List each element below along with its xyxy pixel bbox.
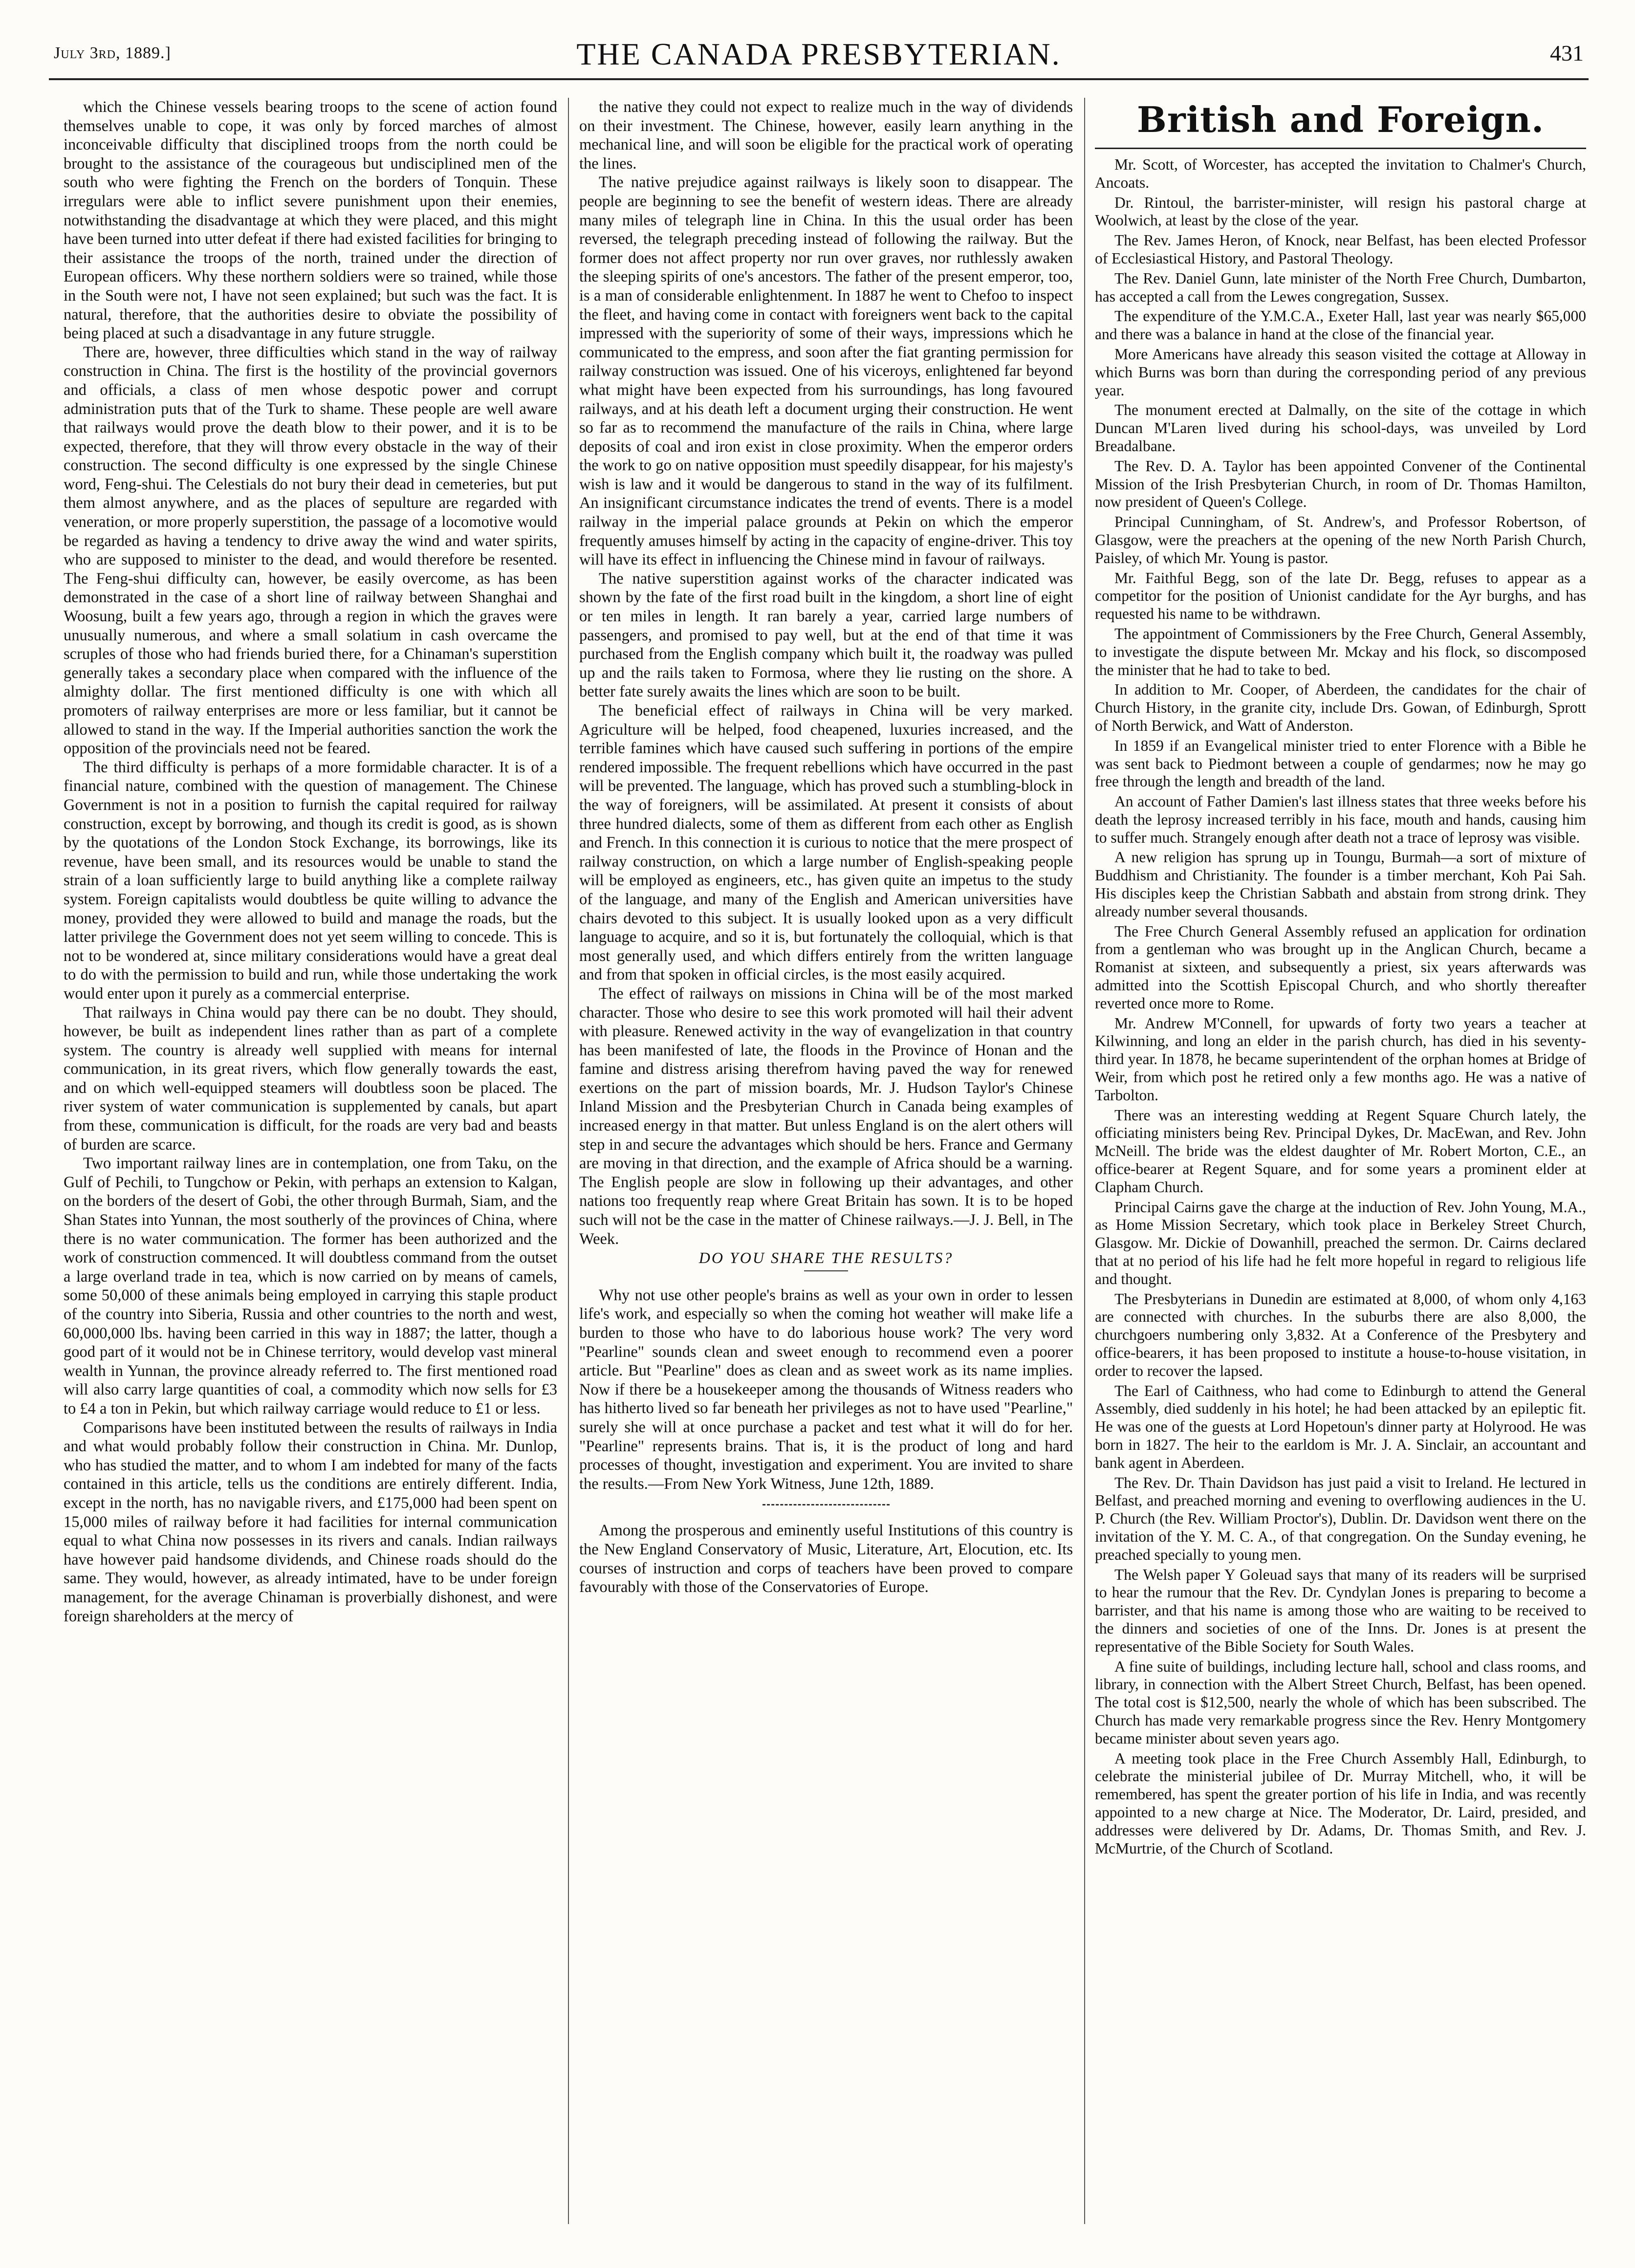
article-paragraph: the native they could not expect to realize much in the way of dividends on their investment. The Chinese, however, easily learn anything in the mechanical line, and will soon be eligible for the practical work of operating the lines. [579, 98, 1073, 173]
article-paragraph: Comparisons have been instituted between the results of railways in India and what would probably follow their construction in China. Mr. Dunlop, who has studied the matter, and to whom I am indebted for many of the facts contained in this article, tells us the conditions are entirely different. India, except in the north, has no navigable rivers, and £175,000 had been spent on 15,000 miles of railway before it had facilities for internal communication equal to what China now possesses in its rivers and canals. Indian railways have however paid handsome dividends, and Chinese roads should do the same. They would, however, as already intimated, have to be under foreign management, for the average Chinaman is proverbially dishonest, and were foreign shareholders at the mercy of [64, 1418, 557, 1625]
news-items [1095, 156, 1586, 1857]
section-heading-rule [1095, 148, 1586, 149]
news-item: The Rev. Dr. Thain Davidson has just paid a visit to Ireland. He lectured in Belfast, and preached morning and evening to overflowing audiences in the U. P. Church (the Rev. William Proctor's), Dublin. Dr. Davidson went there on the invitation of the Y. M. C. A., of that congregation. On the Sunday evening, he preached specially to young men. [1095, 1474, 1586, 1563]
news-item: Principal Cunningham, of St. Andrew's, and Professor Robertson, of Glasgow, were the preachers at the opening of the new North Parish Church, Paisley, of which Mr. Young is pastor. [1095, 513, 1586, 567]
news-item: The Presbyterians in Dunedin are estimated at 8,000, of whom only 4,163 are connected with churches. In the suburbs there are also 8,000, the churchgoers numbering only 3,832. At a Conference of the Presbytery and office-bearers, it has been proposed to institute a house-to-house visitation, in order to recover the lapsed. [1095, 1290, 1586, 1379]
page-number: 431 [1550, 41, 1584, 65]
news-item: The Earl of Caithness, who had come to Edinburgh to attend the General Assembly, died suddenly in his hotel; he had been attacked by an epileptic fit. He was one of the guests at Lord Hopetoun's dinner party at Holyrood. He was born in 1827. The heir to the earldom is Mr. J. A. Sinclair, an accountant and bank agent in Aberdeen. [1095, 1382, 1586, 1471]
news-item: Mr. Andrew M'Connell, for upwards of forty two years a teacher at Kilwinning, and long an elder in the parish church, has died in his seventy-third year. In 1878, he became superintendent of the orphan homes at Bridge of Weir, from which post he retired only a few months ago. He was a native of Tarbolton. [1095, 1014, 1586, 1104]
news-item: There was an interesting wedding at Regent Square Church lately, the officiating ministers being Rev. Principal Dykes, Dr. MacEwan, and Rev. John McNeill. The bride was the eldest daughter of Mr. Robert Morton, C.E., an office-bearer at Regent Square, and for some years a prominent elder at Clapham Church. [1095, 1106, 1586, 1196]
pearline-heading: DO YOU SHARE THE RESULTS? [698, 1249, 954, 1267]
news-item: In 1859 if an Evangelical minister tried to enter Florence with a Bible he was sent back to Piedmont between a couple of gendarmes; now he may go free through the length and breadth of the land. [1095, 737, 1586, 790]
british-and-foreign-column [1095, 98, 1586, 2229]
news-item: Mr. Scott, of Worcester, has accepted the invitation to Chalmer's Church, Ancoats. [1095, 156, 1586, 191]
news-item: A new religion has sprung up in Toungu, Burmah—a sort of mixture of Buddhism and Christianity. The founder is a timber merchant, Koh Pai Sah. His disciples keep the Christian Sabbath and abstain from strong drink. They already number several thousands. [1095, 849, 1586, 920]
column-divider [1084, 98, 1085, 2224]
page-header [49, 29, 1589, 83]
article-paragraph: The beneficial effect of railways in China will be very marked. Agriculture will be helped, food cheapened, luxuries increased, and the terrible famines which have caused such suffering in portions of the empire rendered impossible. The frequent rebellions which have occurred in the past will be prevented. The language, which has proved such a stumbling-block in the way of foreigners, will be assimilated. At present it consists of about three hundred dialects, some of them as different from each other as English and French. In this connection it is curious to notice that the mere prospect of railway construction, on which a large number of English-speaking people will be employed as engineers, etc., has given quite an impetus to the study of the language, and many of the English and American universities have chairs devoted to this subject. It is usually looked upon as a very difficult language to acquire, and so it is, but fortunately the colloquial, which is that most generally used, and which differs entirely from the written language and from that spoken in official circles, is the most easily acquired. [579, 702, 1073, 984]
news-item: Mr. Faithful Begg, son of the late Dr. Begg, refuses to appear as a competitor for the position of Unionist candidate for the Ayr burghs, and has requested his name to be withdrawn. [1095, 569, 1586, 623]
news-item: A meeting took place in the Free Church Assembly Hall, Edinburgh, to celebrate the ministerial jubilee of Dr. Murray Mitchell, who, it will be remembered, has spent the greater portion of his life in India, and was recently appointed to a new charge at Nice. The Moderator, Dr. Laird, presided, and addresses were delivered by Dr. Adams, Dr. Thomas Smith, and Rev. J. McMurtrie, of the Church of Scotland. [1095, 1749, 1586, 1857]
news-item: A fine suite of buildings, including lecture hall, school and class rooms, and library, in connection with the Albert Street Church, Belfast, has been opened. The total cost is $12,500, nearly the whole of which has been subscribed. The Church has made very remarkable progress since the Rev. Henry Montgomery became minister about seven years ago. [1095, 1657, 1586, 1747]
publication-title: THE CANADA PRESBYTERIAN. [576, 37, 1061, 71]
article-paragraph: The native superstition against works of the character indicated was shown by the fate of the first road built in the kingdom, a short line of eight or ten miles in length. It ran barely a year, carried large numbers of passengers, and promised to pay well, but at the end of that time it was purchased from the English company which built it, the roadway was pulled up and the rails taken to Formosa, where they lie rusting on the shore. A better fate surely awaits the lines which are soon to be built. [579, 569, 1073, 701]
article-paragraph: The native prejudice against railways is likely soon to disappear. The people are beginning to see the benefit of western ideas. There are already many miles of telegraph line in China. In this the usual order has been reversed, the telegraph preceding instead of following the railway. But the former does not affect property nor run over graves, nor ruthlessly awaken the sleeping spirits of one's ancestors. The father of the present emperor, too, is a man of considerable enlightenment. In 1887 he went to Chefoo to inspect the fleet, and having come in contact with foreigners went back to the capital impressed with the superiority of some of their ways, impressions which he communicated to the empress, and soon after the fiat granting permission for railway construction was issued. One of his viceroys, enlightened far beyond what might have been expected from his surroundings, has long favoured railways, and at his death left a document urging their construction. He went so far as to recommend the manufacture of the rails in China, where large deposits of coal and iron exist in close proximity. When the emperor orders the work to go on native opposition must speedily disappear, for his majesty's wish is law and it would be dangerous to stand in the way of its fulfilment. An insignificant circumstance indicates the trend of events. There is a model railway in the imperial palace grounds at Pekin on which the emperor frequently amuses himself by acting in the capacity of engine-driver. This toy will have its effect in influencing the Chinese mind in favour of railways. [579, 174, 1073, 569]
conservatory-paragraph: Among the prosperous and eminently useful Institutions of this country is the New England Conservatory of Music, Literature, Art, Elocution, etc. Its courses of instruction and corps of teachers have been proved to compare favourably with those of the Conservatories of Europe. [579, 1522, 1073, 1596]
news-item: The Rev. D. A. Taylor has been appointed Convener of the Continental Mission of the Irish Presbyterian Church, in room of Dr. Thomas Hamilton, now president of Queen's College. [1095, 457, 1586, 511]
news-item: The Free Church General Assembly refused an application for ordination from a gentleman who was brought up in the Anglican Church, became a Romanist at sixteen, and subsequently a priest, six years afterwards was admitted into the Scottish Episcopal Church, and who shortly thereafter reverted once more to Rome. [1095, 922, 1586, 1012]
article-column-2 [579, 98, 1073, 2229]
header-rule [49, 78, 1589, 80]
issue-date: July 3rd, 1889.] [54, 44, 171, 62]
section-divider [763, 1504, 890, 1505]
pearline-paragraph: Why not use other people's brains as well as your own in order to lessen life's work, and especially so when the coming hot weather will make life a burden to those who have to do laborious house work? The very word "Pearline" sounds clean and sweet enough to recommend even a poorer article. But "Pearline" does as clean and as sweet work as its name implies. Now if there be a housekeeper among the thousands of Witness readers who has hitherto lived so far beneath her privileges as not to have used "Pearline," surely she will at once purchase a packet and test what it will do for her. "Pearline" represents brains. That is, it is the product of long and hard processes of thought, investigation and experiment. You are invited to share the results.—From New York Witness, June 12th, 1889. [579, 1286, 1073, 1493]
news-item: The appointment of Commissioners by the Free Church, General Assembly, to investigate the dispute between Mr. Mckay and his flock, so discomposed the minister that he had to take to bed. [1095, 625, 1586, 678]
article-paragraph: which the Chinese vessels bearing troops to the scene of action found themselves unable to cope, it was only by forced marches of almost inconceivable difficulty that disciplined troops from the north could be brought to the assistance of the courageous but undisciplined men of the south who were fighting the French on the borders of Tonquin. These irregulars were able to inflict severe punishment upon their enemies, notwithstanding the disadvantage at which they were placed, and this might have been turned into utter defeat if there had existed facilities for bringing to their assistance the troops of the north, trained under the direction of European officers. Why these northern soldiers were so trained, while those in the South were not, I have not seen explained; but such was the fact. It is natural, therefore, that the authorities desire to obviate the possibility of being placed at such a disadvantage in any future struggle. [64, 98, 557, 343]
article-paragraph: Two important railway lines are in contemplation, one from Taku, on the Gulf of Pechili, to Tungchow or Pekin, with perhaps an extension to Kalgan, on the borders of the desert of Gobi, the other through Burmah, Siam, and the Shan States into Yunnan, the most southerly of the provinces of China, where there is no water communication. The former has been authorized and the work of construction commenced. It will doubtless command from the outset a large overland trade in tea, which is now carried on by means of camels, some 50,000 of these animals being employed in carrying this staple product of the country into Siberia, Russia and other countries to the north and west, 60,000,000 lbs. having been carried in this way in 1887; the latter, though a good part of it would not be in Chinese territory, would develop vast mineral wealth in Yunnan, the province already referred to. The first mentioned road will also carry large quantities of coal, a commodity which now sells for £3 to £4 a ton in Pekin, but which railway carriage would reduce to £1 or less. [64, 1155, 557, 1418]
section-heading: British and Foreign. [1136, 99, 1545, 140]
news-item: More Americans have already this season visited the cottage at Alloway in which Burns was born than during the corresponding period of any previous year. [1095, 345, 1586, 399]
news-item: The Rev. James Heron, of Knock, near Belfast, has been elected Professor of Ecclesiastical History, and Pastoral Theology. [1095, 232, 1586, 267]
news-item: The Welsh paper Y Goleuad says that many of its readers will be surprised to hear the rumour that the Rev. Dr. Cyndylan Jones is preparing to become a barrister, and that his name is among those who are waiting to be received to the dinners and societies of one of the Inns. Dr. Jones is at present the representative of the Bible Society for South Wales. [1095, 1566, 1586, 1655]
news-item: Dr. Rintoul, the barrister-minister, will resign his pastoral charge at Woolwich, at least by the close of the year. [1095, 194, 1586, 229]
news-item: In addition to Mr. Cooper, of Aberdeen, the candidates for the chair of Church History, in the granite city, include Drs. Gowan, of Edinburgh, Sprott of North Berwick, and Watt of Anderston. [1095, 681, 1586, 734]
news-item: Principal Cairns gave the charge at the induction of Rev. John Young, M.A., as Home Mission Secretary, which took place in Berkeley Street Church, Glasgow. Mr. Dickie of Dowanhill, preached the sermon. Dr. Cairns declared that at no period of his life had he felt more hopeful in regard to religious life and thought. [1095, 1198, 1586, 1287]
article-paragraph: That railways in China would pay there can be no doubt. They should, however, be built as independent lines rather than as part of a complete system. The country is already well supplied with means for internal communication, in its great rivers, which flow generally towards the east, and on which well-equipped steamers will doubtless soon be placed. The river system of water communication is supplemented by canals, but apart from these, communication is difficult, for the roads are very bad and beasts of burden are scarce. [64, 1003, 557, 1154]
column-divider [568, 98, 569, 2224]
news-item: The expenditure of the Y.M.C.A., Exeter Hall, last year was nearly $65,000 and there was a balance in hand at the close of the financial year. [1095, 307, 1586, 343]
article-paragraph: There are, however, three difficulties which stand in the way of railway construction in China. The first is the hostility of the provincial governors and officials, a class of men whose despotic power and corrupt administration puts that of the Turk to shame. These people are well aware that railways would prove the death blow to their power, and it is to be expected, therefore, that they will throw every obstacle in the way of their construction. The second difficulty is one expressed by the single Chinese word, Feng-shui. The Celestials do not bury their dead in cemeteries, but put them almost anywhere, and as the places of sepulture are regarded with veneration, or more properly superstition, the passage of a locomotive would be regarded as having a tendency to drive away the wind and water spirits, who are supposed to minister to the dead, and would therefore be resented. The Feng-shui difficulty can, however, be easily overcome, as has been demonstrated in the case of a short line of railway between Shanghai and Woosung, built a few years ago, through a region in which the graves were unusually numerous, and where a small solatium in cash overcame the scruples of those who had friends buried there, for a Chinaman's superstition generally takes a secondary place when compared with the influence of the almighty dollar. The first mentioned difficulty is one with which all promoters of railway enterprises are more or less familiar, but it cannot be allowed to stand in the way. If the Imperial authorities sanction the work the opposition of the provincials need not be feared. [64, 343, 557, 758]
heading-rule [804, 1270, 848, 1271]
news-item: The monument erected at Dalmally, on the site of the cottage in which Duncan M'Laren lived during his school-days, was unveiled by Lord Breadalbane. [1095, 401, 1586, 455]
news-item: The Rev. Daniel Gunn, late minister of the North Free Church, Dumbarton, has accepted a call from the Lewes congregation, Sussex. [1095, 269, 1586, 305]
news-item: An account of Father Damien's last illness states that three weeks before his death the leprosy increased terribly in his face, mouth and hands, causing him to suffer much. Strangely enough after death not a trace of leprosy was visible. [1095, 793, 1586, 846]
article-paragraph: The effect of railways on missions in China will be of the most marked character. Those who desire to see this work promoted will hail their advent with pleasure. Renewed activity in the way of evangelization in that country has been manifested of late, the floods in the Province of Honan and the famine and distress arising therefrom having paved the way for renewed exertions on the part of mission boards, Mr. J. Hudson Taylor's Chinese Inland Mission and the Presbyterian Church in Canada being examples of increased energy in that matter. But unless England is on the alert others will step in and secure the advantages which should be hers. France and Germany are moving in that direction, and the example of Africa should be a warning. The English people are slow in following up their advantages, and other nations too frequently reap where Great Britain has sown. It is to be hoped such will not be the case in the matter of Chinese railways.—J. J. Bell, in The Week. [579, 984, 1073, 1248]
article-paragraph: The third difficulty is perhaps of a more formidable character. It is of a financial nature, combined with the question of management. The Chinese Government is not in a position to furnish the capital required for railway construction, except by borrowing, and though its credit is good, as is shown by the quotations of the London Stock Exchange, its borrowings, like its revenue, have been small, and its resources would be unable to stand the strain of a loan sufficiently large to build anything like a complete railway system. Foreign capitalists would doubtless be quite willing to advance the money, provided they were allowed to build and manage the roads, but the latter privilege the Government does not yet seem willing to concede. This is not to be wondered at, since military considerations would have a great deal to do with the permission to build and run, while those undertaking the work would enter upon it purely as a commercial enterprise. [64, 758, 557, 1003]
article-column-1 [64, 98, 557, 2229]
